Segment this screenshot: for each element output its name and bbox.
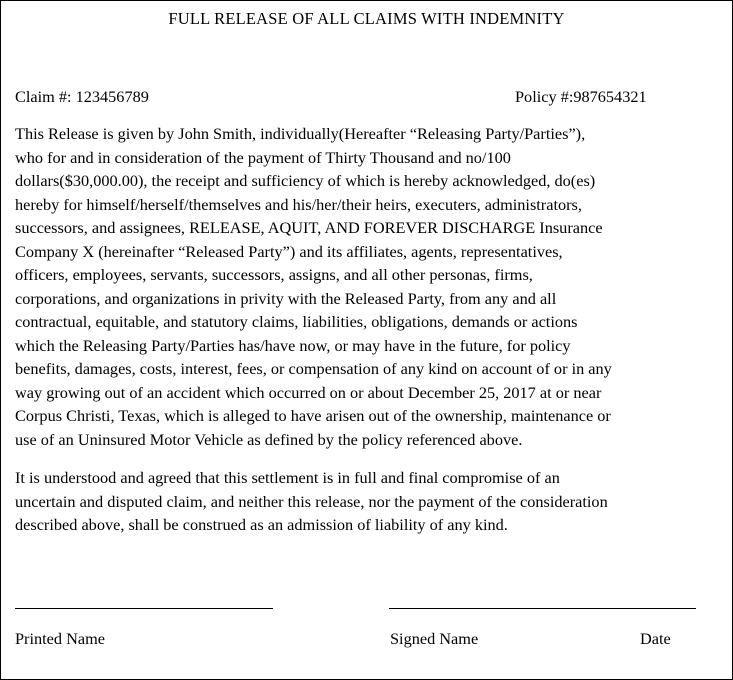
signed-name-line (389, 608, 696, 609)
document-title: FULL RELEASE OF ALL CLAIMS WITH INDEMNITY (168, 9, 565, 28)
settlement-paragraph (15, 466, 723, 537)
paragraph-line: It is understood and agreed that this settlement is in full and final compromise of an (15, 468, 560, 487)
paragraph-line: hereby for himself/herself/themselves and his/her/their heirs, executers, administrators, (15, 194, 582, 214)
paragraph-line: Corpus Christi, Texas, which is alleged to have arisen out of the ownership, maintenance or (15, 406, 611, 425)
paragraph-line: officers, employees, servants, successors, assigns, and all other personas, firms, (15, 265, 533, 284)
signed-name-label: Signed Name (390, 629, 479, 648)
paragraph-line: who for and in consideration of the payment of Thirty Thousand and no/100 (15, 147, 511, 167)
printed-name-label: Printed Name (15, 629, 105, 648)
policy-number: Policy #:987654321 (515, 87, 647, 106)
paragraph-line: contractual, equitable, and statutory claims, liabilities, obligations, demands or actions (15, 312, 578, 331)
printed-name-line (15, 608, 273, 609)
release-paragraph (15, 122, 723, 451)
paragraph-line: This Release is given by John Smith, individually(Hereafter “Releasing Party/Parties”), (15, 124, 586, 143)
paragraph-line: successors, and assignees, RELEASE, AQUIT, AND FOREVER DISCHARGE Insurance (15, 218, 603, 237)
paragraph-line: benefits, damages, costs, interest, fees, or compensation of any kind on account of or in any (15, 359, 612, 378)
paragraph-line: dollars($30,000.00), the receipt and sufficiency of which is hereby acknowledged, do(es) (15, 171, 596, 190)
paragraph-line: Company X (hereinafter “Released Party”) and its affiliates, agents, representatives, (15, 241, 563, 261)
paragraph-line: which the Releasing Party/Parties has/have now, or may have in the future, for policy (15, 335, 571, 355)
claim-number: Claim #: 123456789 (15, 87, 149, 106)
paragraph-line: corporations, and organizations in privity with the Released Party, from any and all (15, 288, 557, 308)
date-label: Date (640, 629, 671, 648)
paragraph-line: uncertain and disputed claim, and neither this release, nor the payment of the consideration (15, 491, 608, 511)
paragraph-line: way growing out of an accident which occurred on or about December 25, 2017 at or near (15, 382, 602, 402)
paragraph-line: use of an Uninsured Motor Vehicle as defined by the policy referenced above. (15, 429, 523, 449)
paragraph-line: described above, shall be construed as an admission of liability of any kind. (15, 515, 508, 534)
